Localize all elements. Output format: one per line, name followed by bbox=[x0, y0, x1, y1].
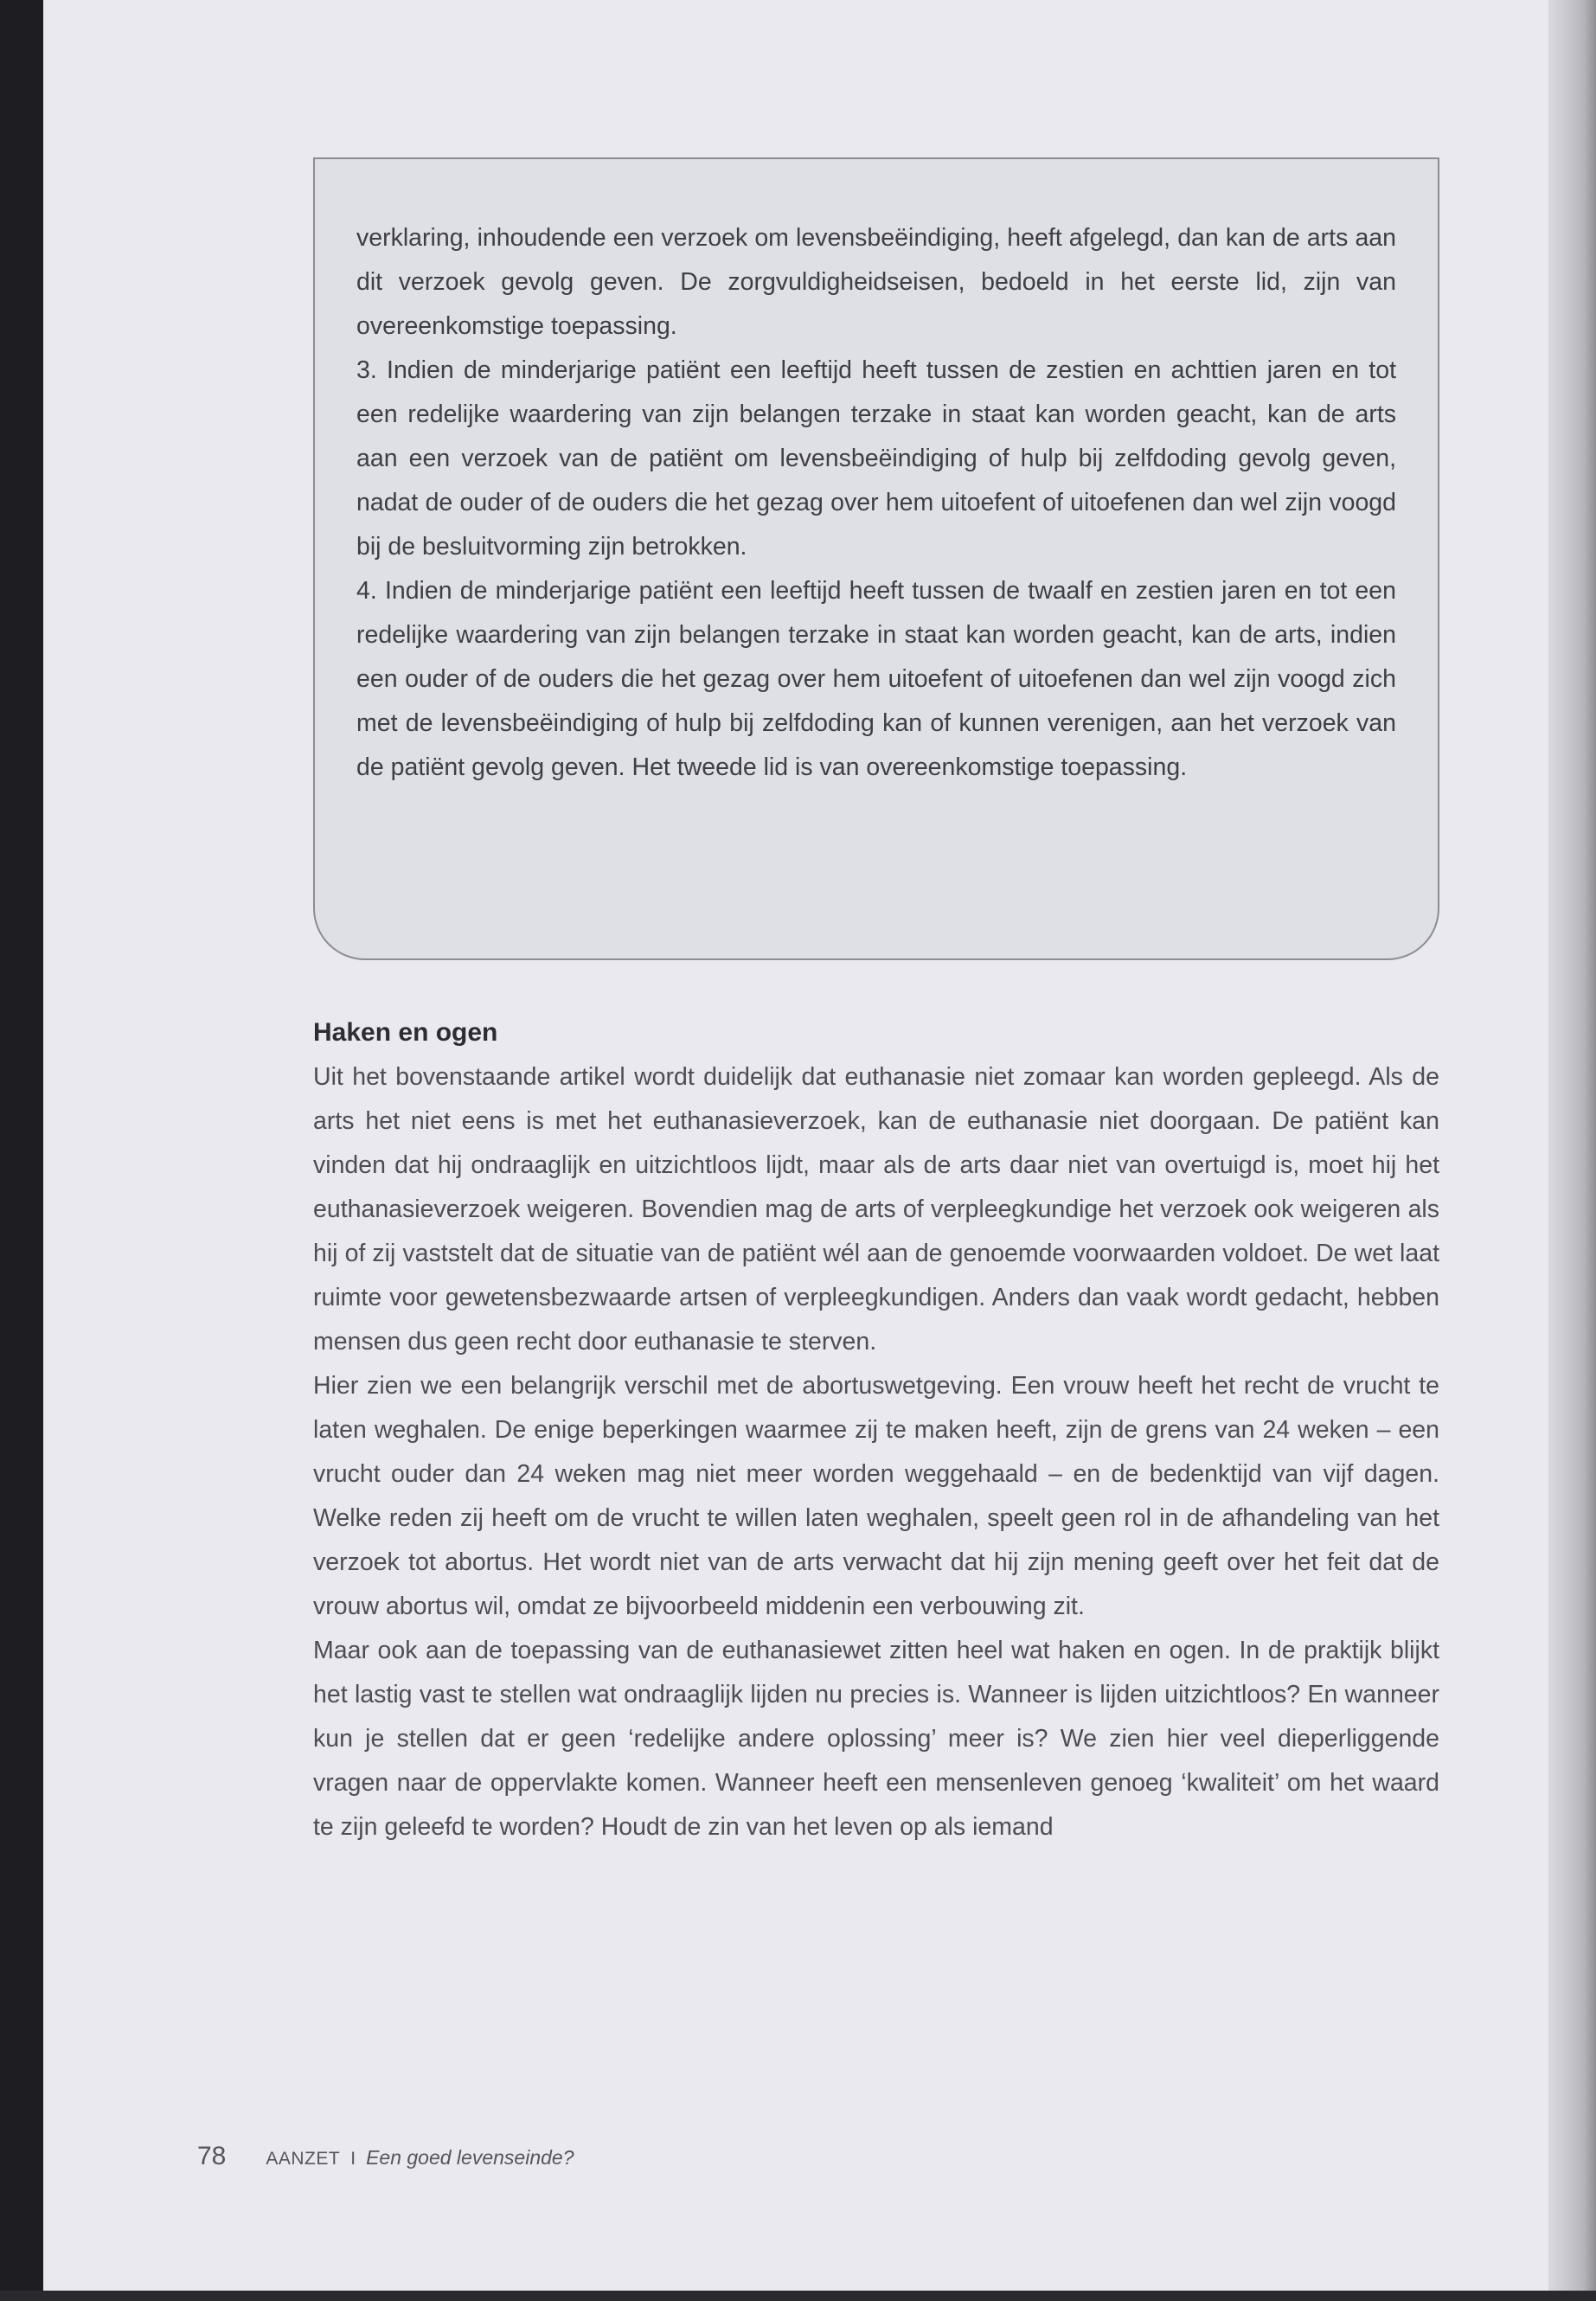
section-heading: Haken en ogen bbox=[313, 1018, 498, 1047]
footer-separator: I bbox=[350, 2149, 356, 2169]
body-paragraph-3: Maar ook aan de toepassing van de euthanasiewet zitten heel wat haken en ogen. In de praktijk blijkt het lastig vast te stellen wat ondraaglijk lijden nu precies is. Wanneer is lijden uitzichtloos? En wanneer kun je stellen dat er geen ‘redelijke andere oplossing’ meer is? We zien hier veel dieperliggende vragen naar de oppervlakte komen. Wanneer heeft een mensenleven genoeg ‘kwaliteit’ om het waard te zijn geleefd te worden? Houdt de zin van het leven op als iemand bbox=[313, 1637, 1439, 1841]
body-paragraph-2: Hier zien we een belangrijk verschil met de abortuswetgeving. Een vrouw heeft het recht de vrucht te laten weghalen. De enige beperkingen waarmee zij te maken heeft, zijn de grens van 24 weken – een vrucht ouder dan 24 weken mag niet meer worden weggehaald – en de bedenktijd van vijf dagen. Welke reden zij heeft om de vrucht te willen laten weghalen, speelt geen rol in de afhandeling van het verzoek tot abortus. Het wordt niet van de arts verwacht dat hij zijn mening geeft over het feit dat de vrouw abortus wil, omdat ze bijvoorbeeld middenin een verbouwing zit. bbox=[313, 1372, 1439, 1620]
body-paragraph-1: Uit het bovenstaande artikel wordt duidelijk dat euthanasie niet zomaar kan worden gepleegd. Als de arts het niet eens is met het euthanasieverzoek, kan de euthanasie niet doorgaan. De patiënt kan vinden dat hij ondraaglijk en uitzichtloos lijdt, maar als de arts daar niet van overtuigd is, moet hij het euthanasieverzoek weigeren. Bovendien mag de arts of verpleegkundige het verzoek ook weigeren als hij of zij vaststelt dat de situatie van de patiënt wél aan de genoemde voorwaarden voldoet. De wet laat ruimte voor gewetensbezwaarde artsen of verpleegkundigen. Anders dan vaak wordt gedacht, hebben mensen dus geen recht door euthanasie te sterven. bbox=[313, 1063, 1439, 1356]
page-bottom-edge bbox=[0, 2291, 1596, 2301]
law-quote-text bbox=[356, 216, 1396, 790]
quote-paragraph-2: 3. Indien de minderjarige patiënt een leeftijd heeft tussen de zestien en achttien jaren en tot een redelijke waardering van zijn belangen terzake in staat kan worden geacht, kan de arts aan een verzoek van de patiënt om levensbeëindiging of hulp bij zelfdoding gevolg geven, nadat de ouder of de ouders die het gezag over hem uitoefent of uitoefenen dan wel zijn voogd bij de besluitvorming zijn betrokken. bbox=[356, 356, 1396, 561]
page-footer bbox=[197, 2142, 574, 2171]
law-quote-box bbox=[313, 157, 1439, 960]
page-edge-shadow bbox=[1548, 0, 1596, 2301]
section-body bbox=[313, 1055, 1439, 1849]
book-title: Een goed levenseinde? bbox=[366, 2146, 574, 2169]
page-number: 78 bbox=[197, 2142, 227, 2170]
quote-paragraph-1: verklaring, inhoudende een verzoek om levensbeëindiging, heeft afgelegd, dan kan de arts aan dit verzoek gevolg geven. De zorgvuldigheidseisen, bedoeld in het eerste lid, zijn van overeenkomstige toepassing. bbox=[356, 224, 1396, 340]
series-name: AANZET bbox=[266, 2149, 341, 2169]
quote-paragraph-3: 4. Indien de minderjarige patiënt een leeftijd heeft tussen de twaalf en zestien jaren en tot een redelijke waardering van zijn belangen terzake in staat kan worden geacht, kan de arts, indien een ouder of de ouders die het gezag over hem uitoefent of uitoefenen dan wel zijn voogd zich met de levensbeëindiging of hulp bij zelfdoding kan of kunnen verenigen, aan het verzoek van de patiënt gevolg geven. Het tweede lid is van overeenkomstige toepassing. bbox=[356, 577, 1396, 781]
